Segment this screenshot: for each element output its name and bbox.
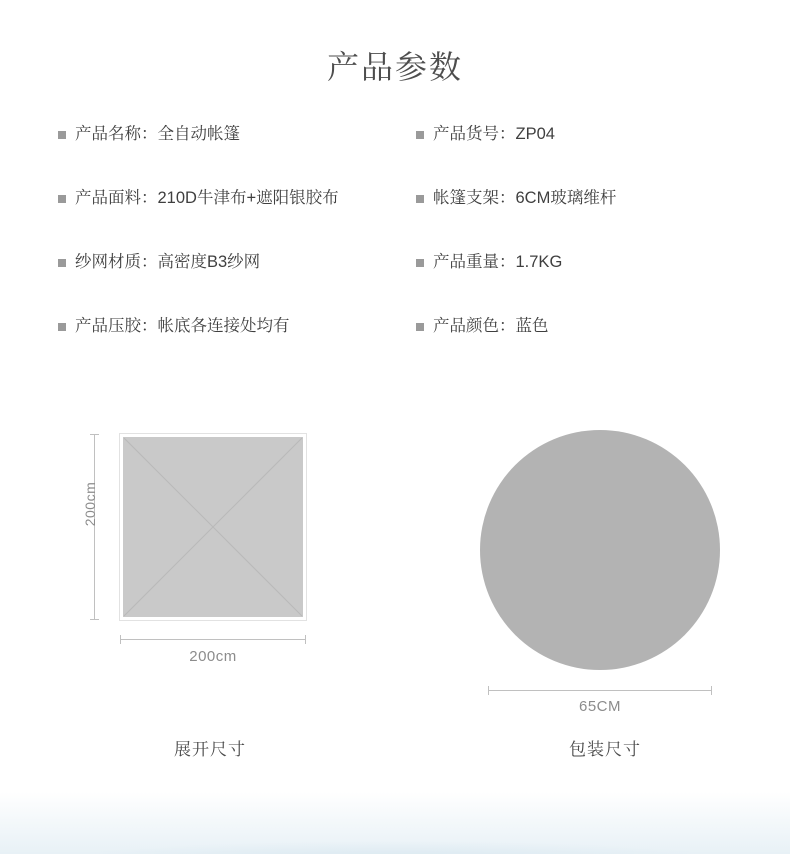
spec-value: 全自动帐篷 [157,125,240,143]
packed-size-caption: 包装尺寸 [569,740,641,759]
unfolded-height-label: 200cm [82,481,98,527]
spec-value: 帐底各连接处均有 [157,317,290,335]
spec-item-frame [416,188,736,252]
spec-item-product-name [58,124,416,188]
packed-diameter-label: 65CM [578,698,621,715]
square-bullet-icon [58,195,66,203]
square-bullet-icon [416,195,424,203]
diagram-captions [0,735,790,760]
square-bullet-icon [416,259,424,267]
unfolded-size-caption: 展开尺寸 [174,740,246,759]
square-bullet-icon [58,323,66,331]
square-bullet-icon [58,131,66,139]
spec-item-product-code [416,124,736,188]
spec-value: ZP04 [515,125,555,143]
spec-item-color [416,316,736,380]
spec-item-fabric [58,188,416,252]
unfolded-size-diagram [68,434,388,764]
tent-footprint-square [120,434,306,620]
spec-value: 6CM玻璃维杆 [515,189,617,207]
spec-label: 产品重量： [433,253,516,271]
square-bullet-icon [416,131,424,139]
spec-item-seam-taping [58,316,416,380]
spec-value: 1.7KG [515,253,563,271]
spec-list [0,124,790,380]
spec-item-mesh-material [58,252,416,316]
spec-label: 纱网材质： [75,253,158,271]
packed-bag-circle [480,430,720,670]
bottom-gradient-band [0,792,790,854]
spec-label: 产品名称： [75,125,158,143]
spec-value: 蓝色 [515,317,549,335]
square-bullet-icon [58,259,66,267]
unfolded-width-label: 200cm [189,648,237,665]
square-bullet-icon [416,323,424,331]
spec-label: 产品颜色： [433,317,516,335]
spec-value: 高密度B3纱网 [157,253,261,271]
spec-label: 产品货号： [433,125,516,143]
page-title: 产品参数 [326,49,463,85]
spec-item-weight [416,252,736,316]
spec-label: 帐篷支架： [433,189,516,207]
spec-label: 产品面料： [75,189,158,207]
diameter-dimension-line [488,690,712,691]
horizontal-dimension-line [120,639,306,640]
packed-size-diagram [430,422,750,764]
spec-value: 210D牛津布+遮阳银胶布 [157,189,339,207]
spec-label: 产品压胶： [75,317,158,335]
